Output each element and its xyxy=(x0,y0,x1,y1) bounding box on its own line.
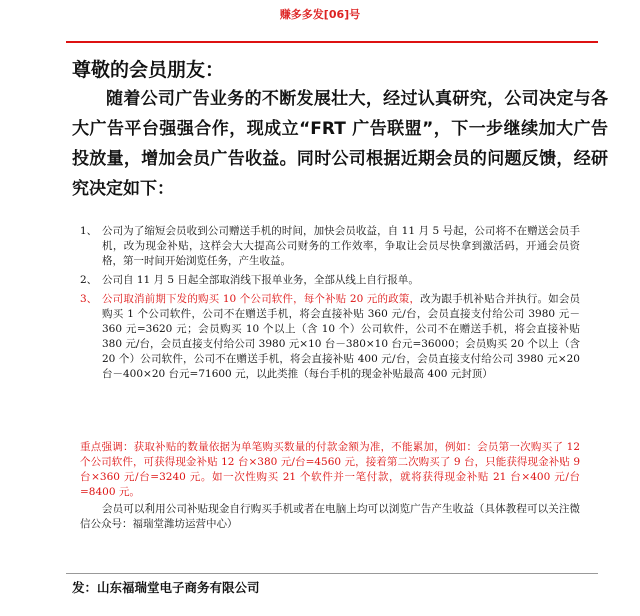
list-item xyxy=(80,224,580,269)
item-number: 2、 xyxy=(80,274,98,286)
greeting: 尊敬的会员朋友： xyxy=(72,59,225,81)
document-number: 赚多多发[06]号 xyxy=(279,8,361,21)
item-text: 公司自 11 月 5 日起全部取消线下报单业务，全部从线上自行报单。 xyxy=(102,274,419,286)
list-item xyxy=(80,292,580,382)
intro-paragraph: 随着公司广告业务的不断发展壮大，经过认真研究，公司决定与各大广告平台强强合作，现成立“FRT 广告联盟”，下一步继续加大广告投放量，增加会员广告收益。同时公司根据近期会员的问题反馈，经研究决定如下： xyxy=(72,89,608,199)
follow-note: 会员可以利用公司补贴现金自行购买手机或者在电脑上均可以浏览广告产生收益（具体教程可以关注微信公众号：福瑞堂潍坊运营中心） xyxy=(80,503,580,530)
footer-divider xyxy=(66,573,598,574)
header-red-divider xyxy=(66,41,598,43)
emphasis-note: 重点强调：获取补贴的数量依据为单笔购买数量的付款金额为准，不能累加，例如：会员第一次购买了 12 个公司软件，可获得现金补贴 12 台×380 元/台=4560 元，接着第二次购买了 9 台，只能获得现金补贴 9 台×360 元/台=3240 元。如一次性购买 21 个软件并一笔付款，就将获得现金补贴 21 台×400 元/台=8400 元。 xyxy=(80,441,580,498)
item-red-text: 公司取消前期下发的购买 10 个公司软件，每个补贴 20 元的政策， xyxy=(102,293,421,305)
policy-list xyxy=(80,224,580,386)
list-item xyxy=(80,273,580,288)
sender-line: 发：山东福瑞堂电子商务有限公司 xyxy=(72,580,260,595)
item-text: 公司为了缩短会员收到公司赠送手机的时间，加快会员收益，自 11 月 5 号起，公司将不在赠送会员手机，改为现金补贴，这样会大大提高公司财务的工作效率，争取让会员尽快拿到激活码，开通会员资格，第一时间开始浏览任务，产生收益。 xyxy=(102,225,580,267)
notes-block xyxy=(80,434,580,532)
item-number: 1、 xyxy=(80,225,98,237)
item-text: 改为跟手机补贴合并执行。如会员购买 1 个公司软件，公司不在赠送手机，将会直接补贴 360 元/台，会员直接支付给公司 3980 元－360 元=3620 元；会员购买 10 个以上（含 10 个）公司软件，公司不在赠送手机，将会直接补贴 380 元/台，会员直接支付给公司 3980 元×10 台－380×10 台元=36000；会员购买 20 个以上（含 20 个）公司软件，公司不在赠送手机，将会直接补贴 400 元/台，会员直接支付给公司 3980 元×20 台－400×20 台元=71600 元，以此类推（每台手机的现金补贴最高 400 元封顶） xyxy=(102,293,581,380)
item-text-block xyxy=(102,292,580,382)
item-number: 3、 xyxy=(80,293,98,305)
